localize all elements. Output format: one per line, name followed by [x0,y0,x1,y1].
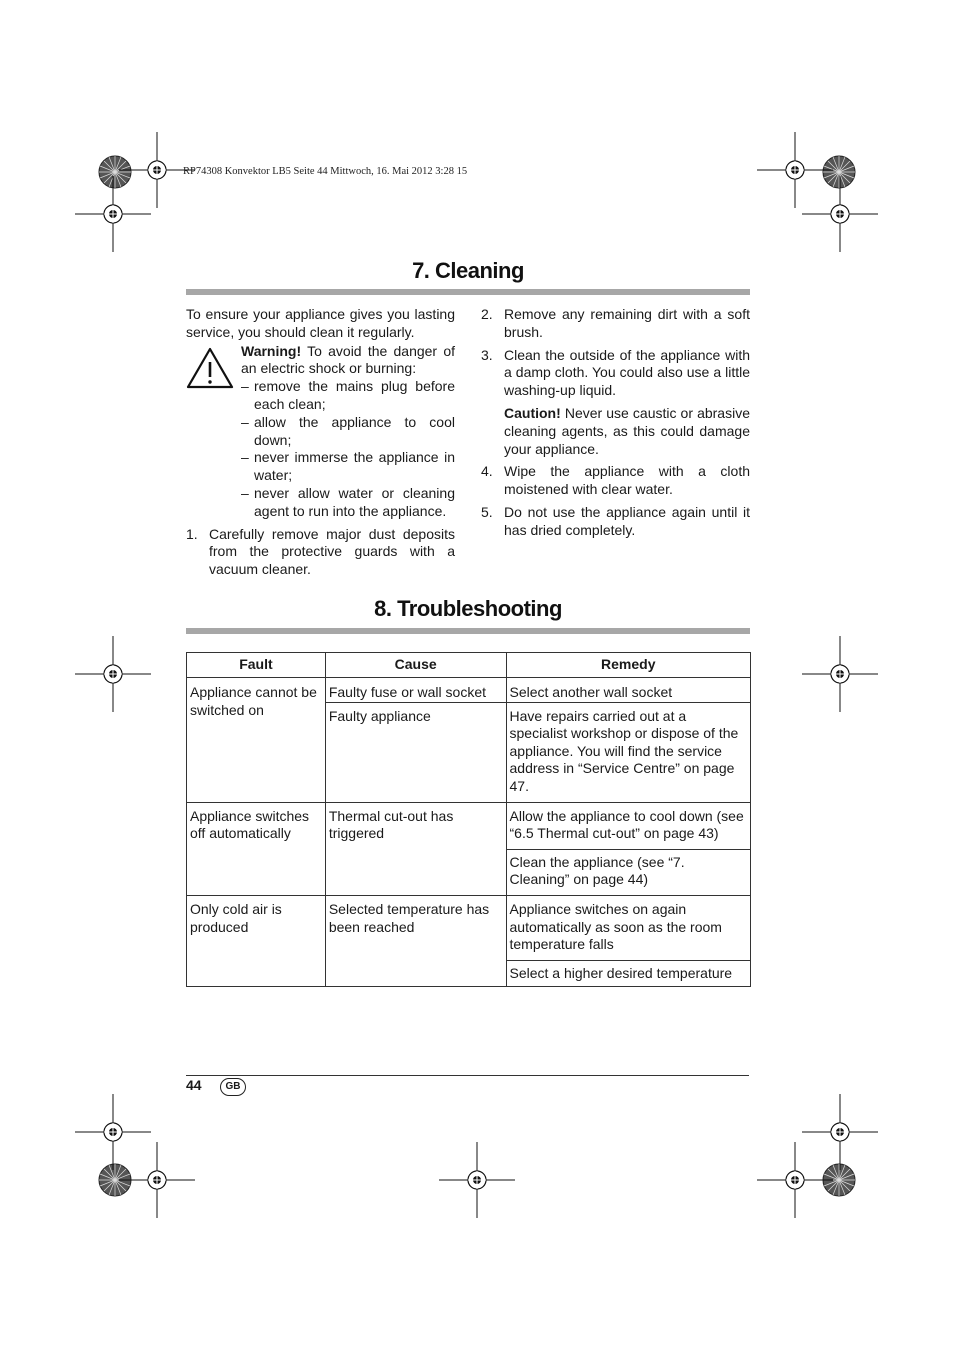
warning-text: Warning! To avoid the danger of an electric shock or burning: [241,342,455,377]
cleaning-right-column [481,306,750,540]
column-header-cause: Cause [325,653,506,678]
warning-list-item: – never immerse the appliance in water; [241,449,455,484]
cause-cell: Thermal cut-out has triggered [325,802,506,895]
table-row [187,802,751,849]
cleaning-title: 7. Cleaning [412,258,524,283]
warning-triangle-icon [186,343,241,521]
cause-cell: Faulty appliance [325,702,506,802]
language-badge: GB [220,1078,246,1096]
table-header-row [187,653,751,678]
table-row [187,895,751,960]
fault-cell: Only cold air is produced [187,895,326,986]
cause-cell: Faulty fuse or wall socket [325,678,506,703]
troubleshooting-table [186,652,751,987]
remedy-cell: Select a higher desired temperature [506,960,751,987]
cause-cell: Selected temperature has been reached [325,895,506,986]
remedy-cell: Clean the appliance (see “7. Cleaning” on page 44) [506,849,751,895]
cleaning-step-4: 4. Wipe the appliance with a cloth moistened with clear water. [481,463,750,498]
remedy-cell: Appliance switches on again automatically as soon as the room temperature falls [506,895,751,960]
warning-list-item: – allow the appliance to cool down; [241,413,455,448]
table-row [187,678,751,703]
cleaning-step-5: 5. Do not use the appliance again until it has dried completely. [481,503,750,538]
page-number: 44 [186,1077,202,1093]
footer-rule [186,1075,749,1076]
column-header-fault: Fault [187,653,326,678]
remedy-cell: Allow the appliance to cool down (see “6.5 Thermal cut-out” on page 43) [506,802,751,849]
troubleshooting-title: 8. Troubleshooting [374,596,562,621]
warning-list-item: – remove the mains plug before each clean; [241,378,455,412]
cleaning-step-3: 3. Clean the outside of the appliance with a damp cloth. You could also use a little washing-up liquid. [481,346,750,399]
warning-list-item: – never allow water or cleaning agent to run into the appliance. [241,484,455,519]
fault-cell: Appliance cannot be switched on [187,678,326,803]
remedy-cell: Have repairs carried out at a specialist workshop or dispose of the appliance. You will find the service address in “Service Centre” on page 47. [506,702,751,802]
cleaning-step-1: 1. Carefully remove major dust deposits from the protective guards with a vacuum cleaner. [186,525,455,578]
cleaning-intro: To ensure your appliance gives you lasting service, you should clean it regularly. [186,306,455,340]
cleaning-left-column [186,306,455,579]
warning-label: Warning! [241,342,302,359]
cleaning-title-bar [186,289,750,295]
caution-note: Caution! Never use caustic or abrasive cleaning agents, as this could damage your appliance. [504,404,750,457]
fault-cell: Appliance switches off automatically [187,802,326,895]
troubleshooting-title-bar [186,628,750,634]
warning-block [186,343,455,521]
cleaning-step-2: 2. Remove any remaining dirt with a soft brush. [481,306,750,340]
column-header-remedy: Remedy [506,653,751,678]
caution-label: Caution! [504,404,561,421]
remedy-cell: Select another wall socket [506,678,751,703]
print-slug: RP74308 Konvektor LB5 Seite 44 Mittwoch, 16. Mai 2012 3:28 15 [183,166,468,177]
